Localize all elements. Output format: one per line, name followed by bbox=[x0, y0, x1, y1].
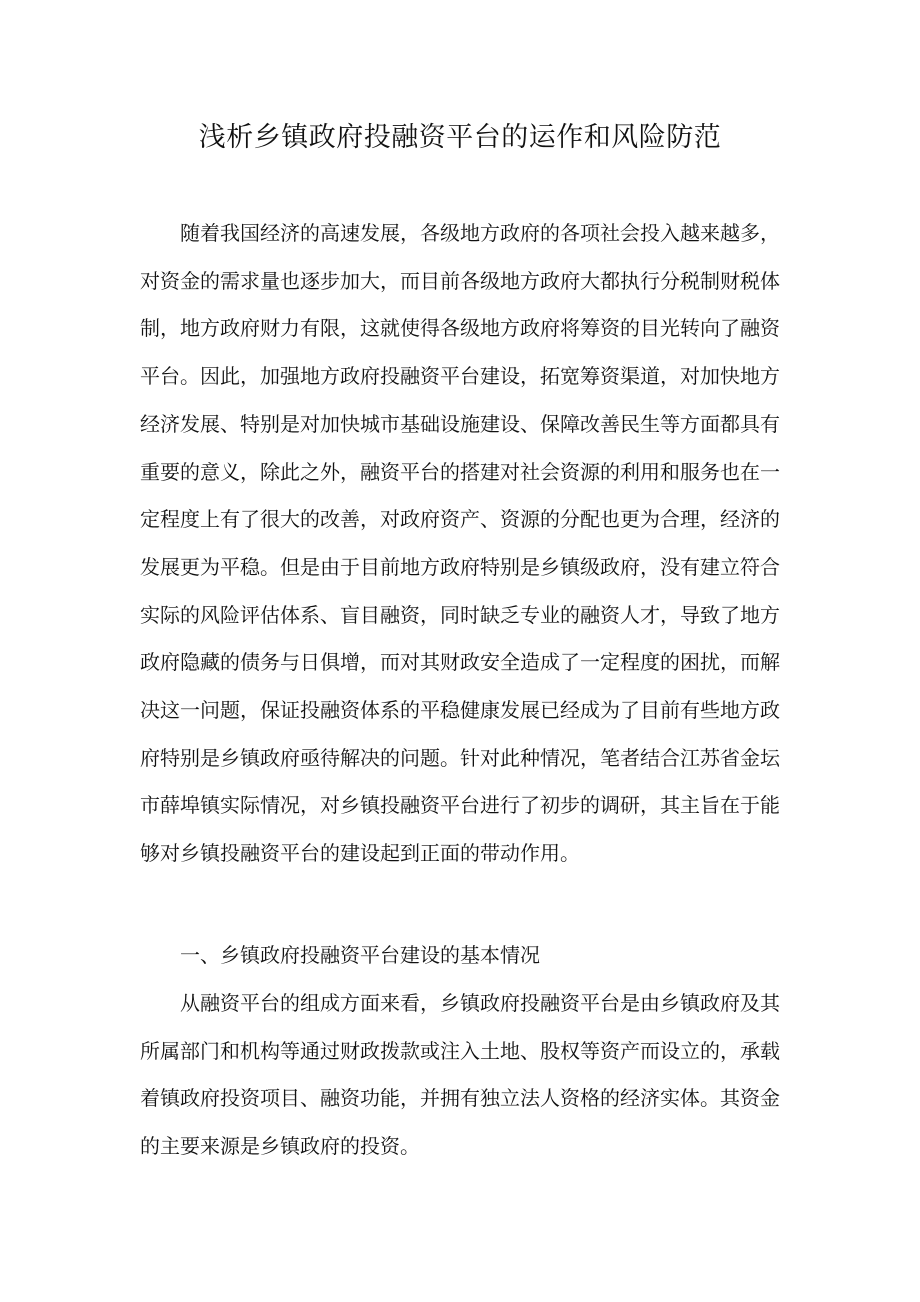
section-paragraph: 从融资平台的组成方面来看，乡镇政府投融资平台是由乡镇政府及其所属部门和机构等通过财政拨款或注入土地、股权等资产而设立的，承载着镇政府投资项目、融资功能，并拥有独立法人资格的经济实体。其资金的主要来源是乡镇政府的投资。 bbox=[140, 991, 780, 1159]
section-heading: 一、乡镇政府投融资平台建设的基本情况 bbox=[180, 943, 540, 967]
intro-paragraph: 随着我国经济的高速发展，各级地方政府的各项社会投入越来越多，对资金的需求量也逐步加大，而目前各级地方政府大都执行分税制财税体制，地方政府财力有限，这就使得各级地方政府将筹资的目光转向了融资平台。因此，加强地方政府投融资平台建设，拓宽筹资渠道，对加快地方经济发展、特别是对加快城市基础设施建设、保障改善民生等方面都具有重要的意义，除此之外，融资平台的搭建对社会资源的利用和服务也在一定程度上有了很大的改善，对政府资产、资源的分配也更为合理，经济的发展更为平稳。但是由于目前地方政府特别是乡镇级政府，没有建立符合实际的风险评估体系、盲目融资，同时缺乏专业的融资人才，导致了地方政府隐藏的债务与日俱增，而对其财政安全造成了一定程度的困扰，而解决这一问题，保证投融资体系的平稳健康发展已经成为了目前有些地方政府特别是乡镇政府亟待解决的问题。针对此种情况，笔者结合江苏省金坛市薛埠镇实际情况，对乡镇投融资平台进行了初步的调研，其主旨在于能够对乡镇投融资平台的建设起到正面的带动作用。 bbox=[140, 221, 780, 866]
document-title: 浅析乡镇政府投融资平台的运作和风险防范 bbox=[198, 122, 722, 153]
